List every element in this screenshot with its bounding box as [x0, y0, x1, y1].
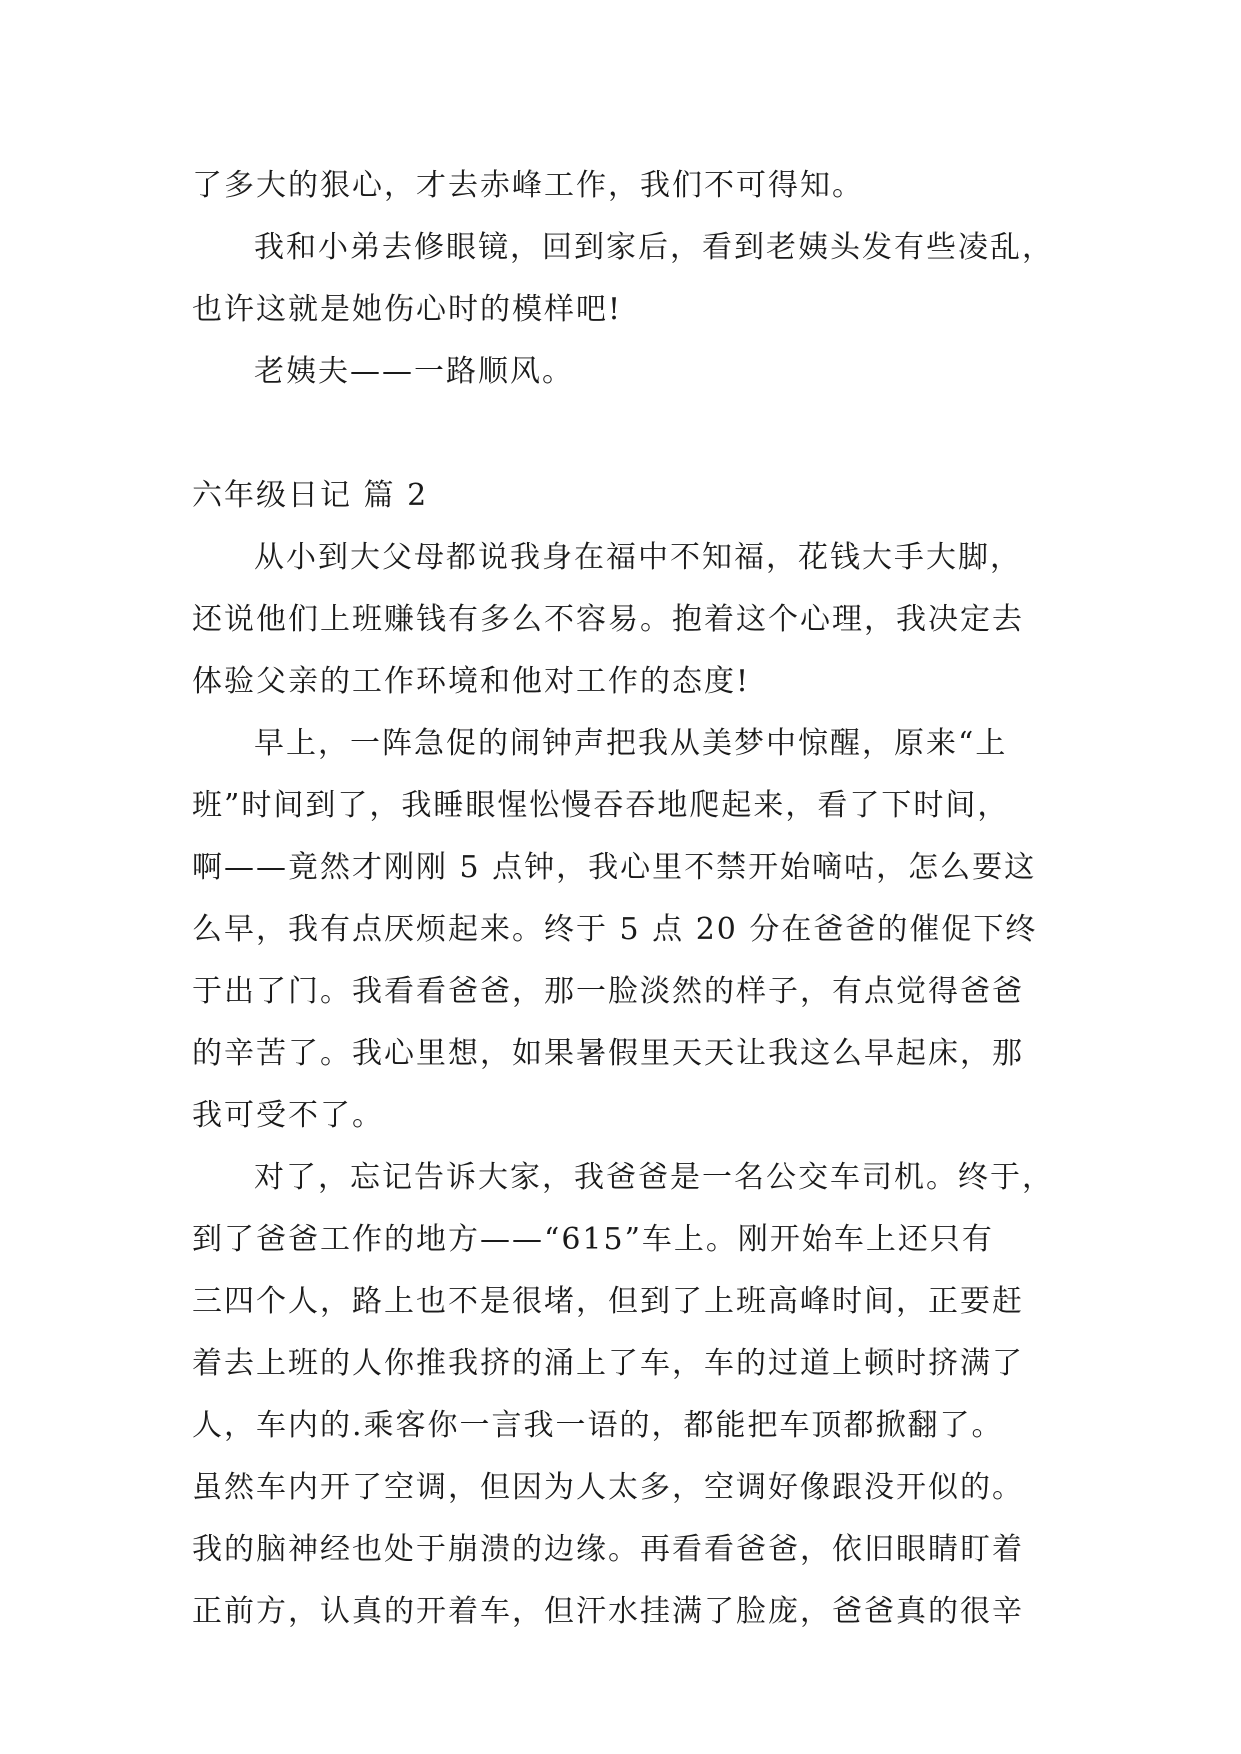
paragraph-start: 老姨夫——一路顺风。: [254, 354, 574, 389]
text-line: 我可受不了。: [192, 1098, 384, 1133]
paragraph-start: 对了，忘记告诉大家，我爸爸是一名公交车司机。终于，: [254, 1160, 1054, 1195]
text-line: 班”时间到了，我睡眼惺忪慢吞吞地爬起来，看了下时间，: [192, 788, 1010, 823]
text-line: 着去上班的人你推我挤的涌上了车，车的过道上顿时挤满了: [192, 1346, 1024, 1381]
section-gap: [192, 403, 1092, 465]
section-heading: 六年级日记 篇 2: [192, 478, 429, 513]
text-line: 还说他们上班赚钱有多么不容易。抱着这个心理，我决定去: [192, 602, 1024, 637]
text-line: 虽然车内开了空调，但因为人太多，空调好像跟没开似的。: [192, 1470, 1024, 1505]
text-line: 了多大的狠心，才去赤峰工作，我们不可得知。: [192, 168, 864, 203]
text-line: 到了爸爸工作的地方——“615”车上。刚开始车上还只有: [192, 1222, 994, 1257]
text-line: 也许这就是她伤心时的模样吧!: [192, 292, 623, 327]
text-line: 么早，我有点厌烦起来。终于 5 点 20 分在爸爸的催促下终: [192, 912, 1038, 947]
text-line: 正前方，认真的开着车，但汗水挂满了脸庞，爸爸真的很辛: [192, 1594, 1024, 1629]
document-body: [192, 155, 1092, 1643]
paragraph-start: 我和小弟去修眼镜，回到家后，看到老姨头发有些凌乱，: [254, 230, 1054, 265]
paragraph-start: 从小到大父母都说我身在福中不知福，花钱大手大脚，: [254, 540, 1022, 575]
text-line: 于出了门。我看看爸爸，那一脸淡然的样子，有点觉得爸爸: [192, 974, 1024, 1009]
text-line: 的辛苦了。我心里想，如果暑假里天天让我这么早起床，那: [192, 1036, 1024, 1071]
text-line: 人，车内的.乘客你一言我一语的，都能把车顶都掀翻了。: [192, 1408, 1004, 1443]
text-line: 我的脑神经也处于崩溃的边缘。再看看爸爸，依旧眼睛盯着: [192, 1532, 1024, 1567]
text-line: 体验父亲的工作环境和他对工作的态度!: [192, 664, 751, 699]
paragraph-start: 早上，一阵急促的闹钟声把我从美梦中惊醒，原来“上: [254, 726, 1008, 761]
text-line: 啊——竟然才刚刚 5 点钟，我心里不禁开始嘀咕，怎么要这: [192, 850, 1037, 885]
text-line: 三四个人，路上也不是很堵，但到了上班高峰时间，正要赶: [192, 1284, 1024, 1319]
